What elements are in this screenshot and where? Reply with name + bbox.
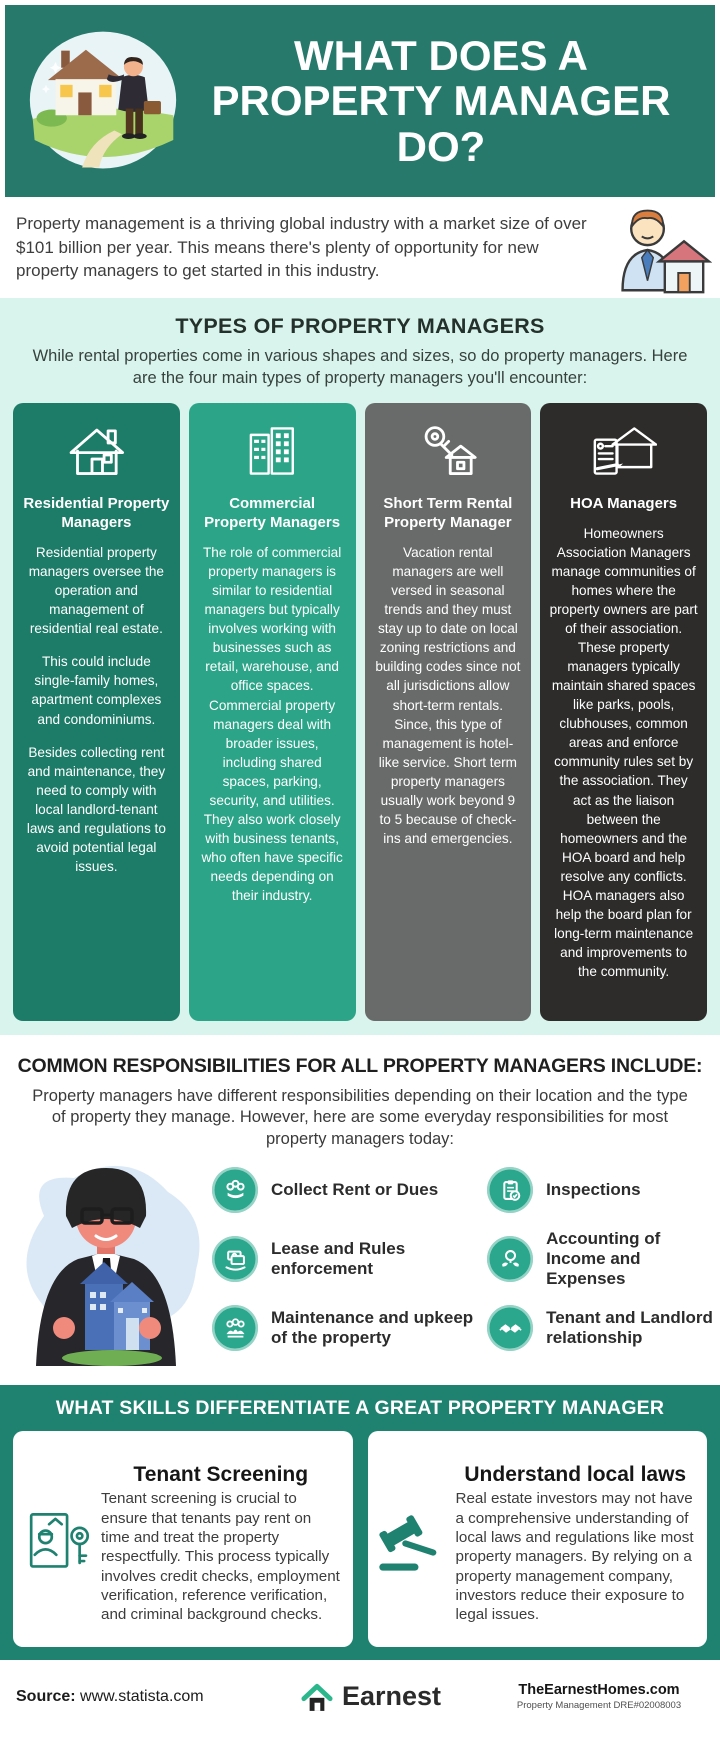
card-title: Commercial Property Managers (204, 494, 341, 532)
responsibility-item-slot (487, 1229, 718, 1289)
responsibility-label: Collect Rent or Dues (271, 1180, 439, 1200)
key-house-icon (374, 421, 523, 481)
skills-section (0, 1385, 720, 1660)
earnest-logo (299, 1680, 441, 1714)
responsibility-item (212, 1167, 483, 1213)
responsibility-item (212, 1305, 483, 1351)
inspections-icon (487, 1167, 533, 1213)
handshake-icon (487, 1305, 533, 1351)
agent-with-house-icon (608, 200, 712, 296)
skills-title: WHAT SKILLS DIFFERENTIATE A GREAT PROPERTY MANAGER (55, 1397, 665, 1419)
header-banner (5, 5, 715, 197)
intro-text: Property management is a thriving global industry with a market size of over $101 billion per year. This means there's plenty of opportunity for new property managers to get started in this industry. (16, 213, 587, 281)
card-commercial (189, 403, 356, 1021)
accounting-icon (212, 1236, 258, 1282)
card-residential (13, 403, 180, 1021)
house-agent-oval-icon (27, 25, 179, 177)
page-title: WHAT DOES A PROPERTY MANAGER DO? (211, 31, 671, 170)
footer (0, 1660, 720, 1733)
hoa-house-document-icon (549, 421, 698, 481)
responsibility-items (212, 1152, 720, 1366)
property-manager-illustration (0, 1152, 212, 1366)
infographic-page (0, 5, 720, 1738)
responsibility-label: Inspections (546, 1180, 641, 1200)
lease-enforcement-icon (487, 1236, 533, 1282)
types-title: TYPES OF PROPERTY MANAGERS (175, 314, 545, 338)
card-short-term-rental (365, 403, 532, 1021)
card-paragraph: Residential property managers oversee the operation and management of residential real estate. (28, 545, 164, 637)
gavel-icon (374, 1512, 454, 1576)
responsibilities-title: COMMON RESPONSIBILITIES FOR ALL PROPERTY MANAGERS INCLUDE: (17, 1055, 703, 1077)
tenant-screening-icon (19, 1509, 99, 1579)
card-paragraph: The role of commercial property managers is similar to residential managers but typically involves working with businesses such as retail, warehouse, and office spaces. Commercial property managers deal with broader issues, including shared spaces, parking, security, and utilities. They also work closely with business tenants, who often have specific needs depending on their industry. (201, 545, 343, 903)
source-label: Source: (16, 1687, 76, 1705)
card-title: HOA Managers (570, 494, 678, 512)
residential-house-icon (22, 421, 171, 481)
skill-body: Tenant screening is crucial to ensure that tenants pay rent on time and treat the property respectfully. This process typically involves credit checks, employment verification, reference verification, and criminal background checks. (101, 1490, 340, 1624)
earnest-house-icon (299, 1680, 335, 1714)
skill-title: Understand local laws (464, 1463, 687, 1487)
collect-rent-icon (212, 1167, 258, 1213)
responsibility-item (212, 1229, 483, 1289)
responsibilities-subtitle: Property managers have different responsibilities depending on their location and the type of property they manage. However, here are some everyday responsibilities for most property managers today: (32, 1087, 688, 1148)
site-url: TheEarnestHomes.com (518, 1681, 680, 1698)
card-hoa (540, 403, 707, 1021)
responsibility-label: Lease and Rules enforcement (271, 1239, 406, 1279)
license-text: Property Management DRE#02008003 (516, 1699, 682, 1711)
card-title: Short Term Rental Property Manager (383, 494, 513, 532)
types-section (0, 298, 720, 1035)
responsibility-item (487, 1167, 718, 1213)
skill-cards (13, 1431, 707, 1647)
skill-card-local-laws (368, 1431, 708, 1647)
types-subtitle: While rental properties come in various shapes and sizes, so do property managers. Here are the four main types of property managers you'll encounter: (32, 347, 688, 387)
source-value: www.statista.com (75, 1687, 204, 1705)
maintenance-icon (212, 1305, 258, 1351)
responsibilities-section (0, 1035, 720, 1385)
skill-card-tenant-screening (13, 1431, 353, 1647)
skill-title: Tenant Screening (133, 1463, 309, 1487)
intro-section (0, 197, 720, 298)
responsibility-item (487, 1305, 718, 1351)
card-paragraph: Vacation rental managers are well versed in seasonal trends and they must stay up to date on local zoning restrictions and building codes since not all jurisdictions allow short-term rentals. Since, this type of management is hotel-like service. Short term property managers usually work beyond 9 to 5 because of check-ins and emergencies. (375, 545, 521, 846)
brand-name: Earnest (341, 1681, 442, 1711)
site-credit (494, 1681, 704, 1712)
skill-body: Real estate investors may not have a comprehensive understanding of local laws and regulations like most property managers. By relying on a property management company, investors reduce their exposure to legal issues. (455, 1490, 694, 1624)
source-credit (16, 1688, 246, 1706)
card-paragraph: Homeowners Association Managers manage communities of homes where the property owners are part of their association. These property managers typically maintain shared spaces like parks, pools, clubhouses, common areas and enforce community rules set by the association. They act as the liaison between the homeowners and the HOA board and help resolve any conflicts. HOA managers also help the board plan for long-term maintenance and improvements to the community. (549, 526, 698, 979)
responsibility-label: Maintenance and upkeep of the property (271, 1308, 474, 1348)
type-cards (0, 403, 720, 1021)
card-paragraph: Besides collecting rent and maintenance, they need to comply with local landlord-tenant laws and regulations to avoid potential legal issues. (26, 744, 166, 874)
commercial-buildings-icon (198, 421, 347, 481)
card-title: Residential Property Managers (23, 494, 170, 532)
responsibilities-content (0, 1152, 720, 1366)
house-and-agent-illustration (27, 25, 179, 177)
responsibility-label: Tenant and Landlord relationship (546, 1308, 713, 1348)
responsibility-label: Accounting of Income and Expenses (546, 1229, 661, 1289)
card-paragraph: This could include single-family homes, apartment complexes and condominiums. (31, 654, 162, 727)
